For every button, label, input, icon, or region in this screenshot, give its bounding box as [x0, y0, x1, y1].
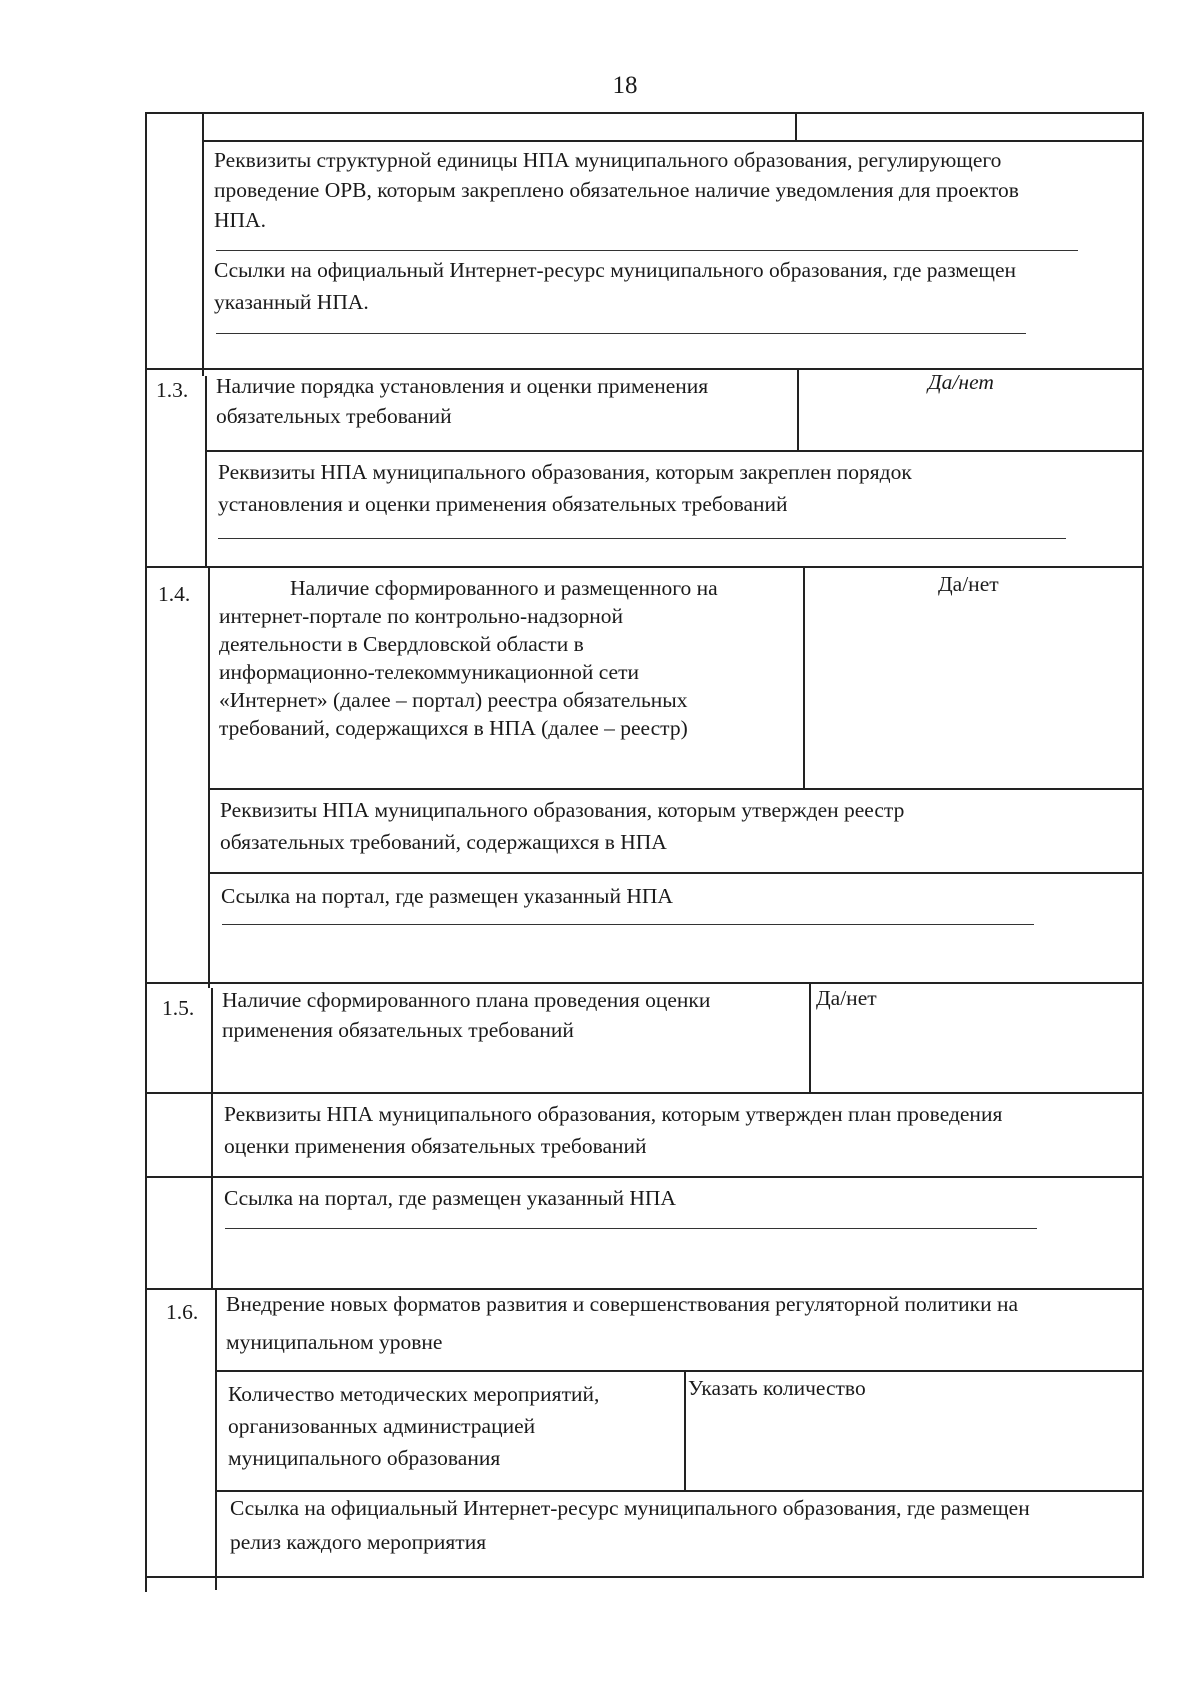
row-border: [205, 450, 1142, 452]
table-left-border: [145, 112, 147, 1592]
count-label: муниципального образования: [228, 1446, 501, 1470]
yes-no-answer: Да/нет: [816, 986, 877, 1010]
requisites-text: НПА.: [214, 208, 266, 232]
requisites-text: оценки применения обязательных требований: [224, 1134, 647, 1158]
row-number: 1.5.: [162, 996, 195, 1020]
fill-in-line: [218, 538, 1066, 539]
yes-no-answer: Да/нет: [938, 572, 999, 596]
row-border: [145, 1176, 1142, 1178]
item-title: Внедрение новых форматов развития и совершенствования регуляторной политики на: [226, 1292, 1019, 1316]
item-title: требований, содержащихся в НПА (далее – реестр): [219, 716, 688, 740]
link-text: Ссылки на официальный Интернет-ресурс муниципального образования, где размещен: [214, 258, 1017, 282]
answer-col-divider: [803, 566, 805, 788]
item-title: «Интернет» (далее – портал) реестра обязательных: [219, 688, 688, 712]
row-border: [208, 872, 1142, 874]
row-border: [145, 566, 1142, 568]
fill-in-line: [216, 250, 1078, 251]
item-title: интернет-портале по контрольно-надзорной: [219, 604, 624, 628]
requisites-text: Реквизиты структурной единицы НПА муниципального образования, регулирующего: [214, 148, 1002, 172]
link-text: Ссылка на портал, где размещен указанный НПА: [221, 884, 673, 908]
requisites-text: установления и оценки применения обязательных требований: [218, 492, 788, 516]
item-title: деятельности в Свердловской области в: [219, 632, 584, 656]
row-border: [215, 1370, 1142, 1372]
table-right-border: [1142, 112, 1144, 1578]
answer-col-divider: [684, 1370, 686, 1490]
requisites-text: Реквизиты НПА муниципального образования, которым утвержден реестр: [220, 798, 905, 822]
num-col-divider: [205, 376, 207, 568]
requisites-text: Реквизиты НПА муниципального образования, которым закреплен порядок: [218, 460, 912, 484]
item-title: Наличие сформированного и размещенного на: [290, 576, 718, 600]
answer-col-divider: [797, 368, 799, 450]
link-text: Ссылка на официальный Интернет-ресурс муниципального образования, где размещен: [230, 1496, 1030, 1520]
item-title: обязательных требований: [216, 404, 452, 428]
table-bottom-border: [145, 1576, 1142, 1578]
row-border: [145, 982, 1142, 984]
fill-in-line: [225, 1228, 1037, 1229]
count-label: Количество методических мероприятий,: [228, 1382, 600, 1406]
requisites-text: проведение ОРВ, которым закреплено обязательное наличие уведомления для проектов: [214, 178, 1019, 202]
row-number: 1.4.: [158, 582, 191, 606]
row-border: [145, 112, 1142, 114]
page-number: 18: [612, 72, 638, 99]
yes-no-answer: Да/нет: [928, 370, 994, 394]
item-title: информационно-телекоммуникационной сети: [219, 660, 639, 684]
item-title: применения обязательных требований: [222, 1018, 574, 1042]
num-col-divider: [202, 112, 204, 376]
requisites-text: Реквизиты НПА муниципального образования, которым утвержден план проведения: [224, 1102, 1003, 1126]
answer-col-divider: [795, 112, 797, 140]
link-text: релиз каждого мероприятия: [230, 1530, 487, 1554]
row-number: 1.6.: [166, 1300, 199, 1324]
requisites-text: обязательных требований, содержащихся в НПА: [220, 830, 667, 854]
item-title: Наличие сформированного плана проведения оценки: [222, 988, 711, 1012]
answer-col-divider: [809, 982, 811, 1092]
row-number: 1.3.: [156, 378, 189, 402]
row-border: [215, 1490, 1142, 1492]
num-col-divider: [211, 988, 213, 1288]
row-border: [208, 788, 1142, 790]
item-title: муниципальном уровне: [226, 1330, 443, 1354]
num-col-divider: [208, 568, 210, 988]
link-text: указанный НПА.: [214, 290, 369, 314]
row-border: [202, 140, 1142, 142]
row-border: [145, 1092, 1142, 1094]
link-text: Ссылка на портал, где размещен указанный НПА: [224, 1186, 676, 1210]
item-title: Наличие порядка установления и оценки применения: [216, 374, 709, 398]
fill-in-line: [222, 924, 1034, 925]
fill-in-line: [216, 333, 1026, 334]
count-label: организованных администрацией: [228, 1414, 536, 1438]
count-answer: Указать количество: [688, 1376, 866, 1400]
num-col-divider: [215, 1288, 217, 1590]
